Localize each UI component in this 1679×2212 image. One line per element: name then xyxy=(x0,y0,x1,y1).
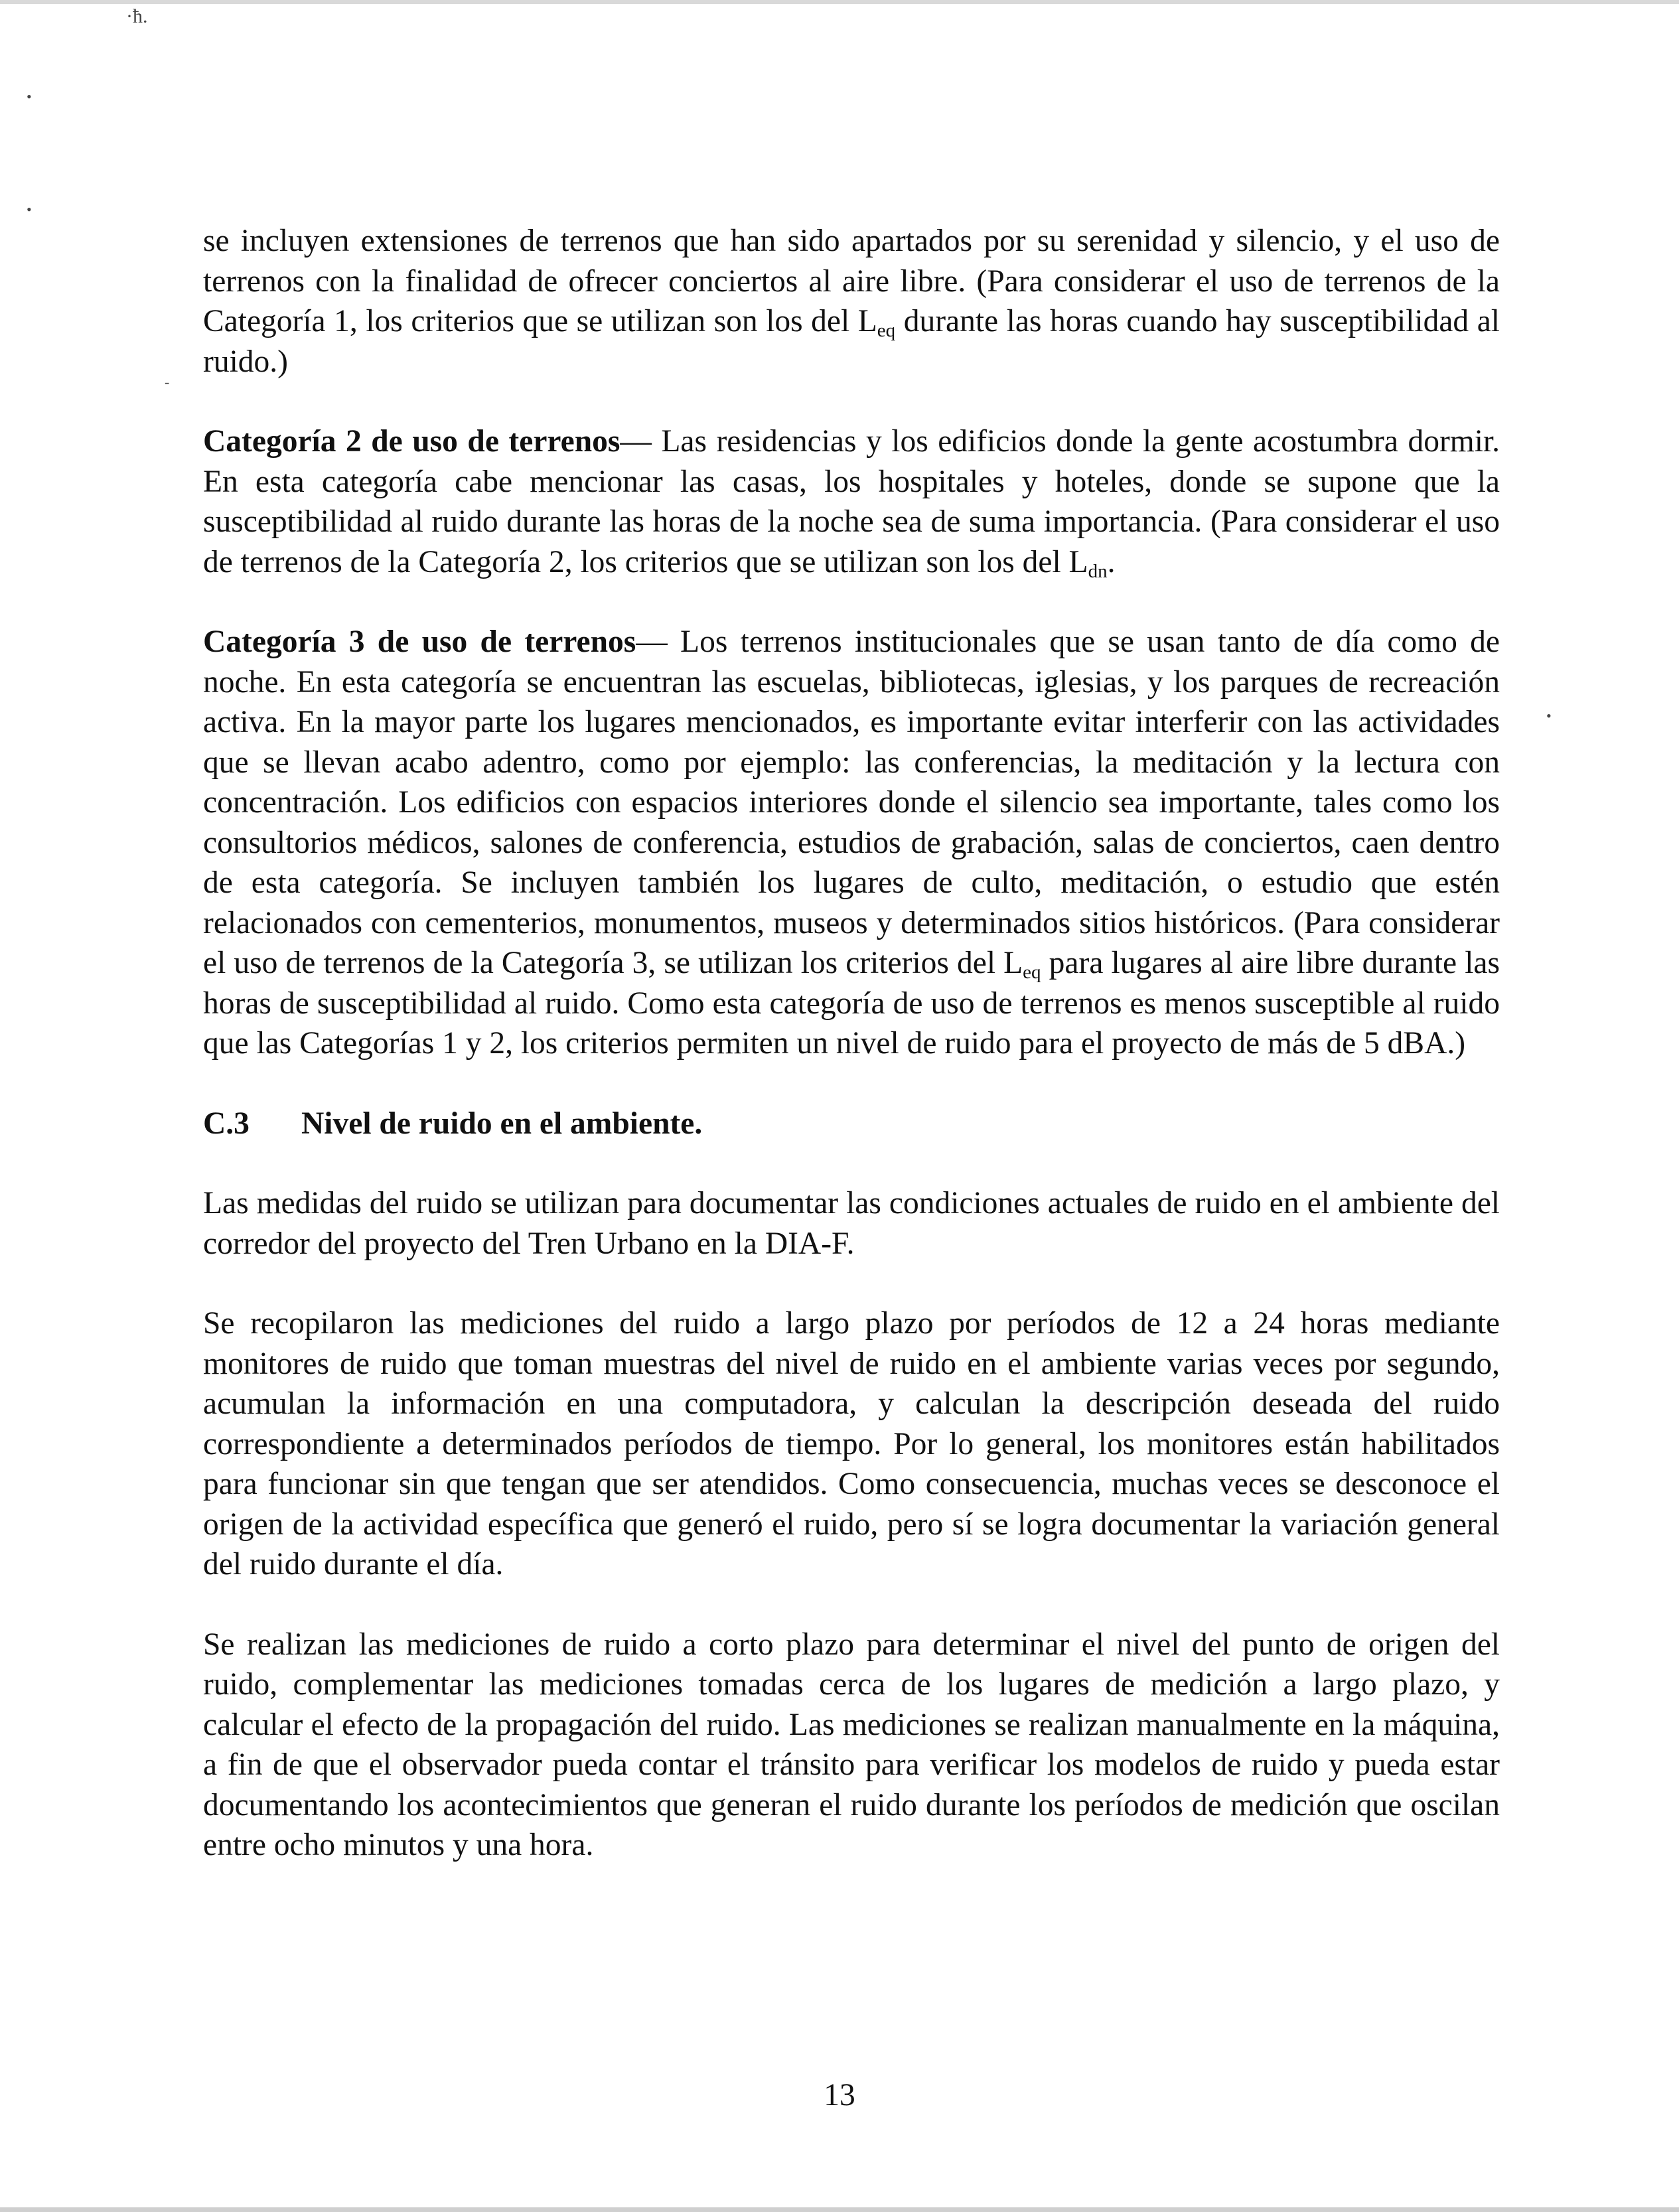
scan-bottom-edge xyxy=(0,2207,1679,2212)
run-in-heading: Categoría 2 de uso de terrenos xyxy=(203,424,620,459)
paragraph-text: para lugares al aire libre durante las horas de susceptibilidad al ruido. Como esta categoría de uso de terrenos es menos susceptible al ruido que las Categorías 1 y 2, los criterios permiten un nivel de ruido para el proyecto de más de 5 dBA.) xyxy=(203,946,1500,1061)
run-in-heading: Categoría 3 de uso de terrenos xyxy=(203,625,636,659)
paragraph-short-term-measurements: Se realizan las mediciones de ruido a corto plazo para determinar el nivel del punto de origen del ruido, complementar las mediciones tomadas cerca de los lugares de medición a largo plazo, y calcular el efecto de la propagación del ruido. Las mediciones se realizan manualmente en la máquina, a fin de que el observador pueda contar el tránsito para verificar los modelos de ruido y pueda estar documentando los acontecimientos que generan el ruido durante los períodos de medición que oscilan entre ocho minutos y una hora. xyxy=(203,1627,1500,1862)
paragraph-text: — Las residencias y los edificios donde la gente acostumbra dormir. En esta categoría cabe mencionar las casas, los hospitales y hoteles, donde se supone que la susceptibilidad al ruido durante las horas de la noche sea de suma importancia. (Para considerar el uso de terrenos de la Categoría 2, los criterios que se utilizan son los del L xyxy=(203,424,1500,579)
scan-top-edge xyxy=(0,0,1679,4)
section-number: C.3 xyxy=(203,1106,250,1141)
scan-speck: • xyxy=(1546,707,1552,724)
paragraph-text: durante las horas cuando hay susceptibilidad al ruido.) xyxy=(203,304,1500,379)
scan-speck: • xyxy=(27,88,32,105)
scan-speck: - xyxy=(165,374,170,390)
paragraph-category-2 xyxy=(203,421,1500,582)
paragraph-text: — Los terrenos institucionales que se usan tanto de día como de noche. En esta categoría se encuentran las escuelas, bibliotecas, iglesias, y los parques de recreación activa. En la mayor parte los lugares mencionados, es importante evitar interferir con las actividades que se llevan acabo adentro, como por ejemplo: las conferencias, la meditación y la lectura con concentración. Los edificios con espacios interiores donde el silencio sea importante, tales como los consultorios médicos, salones de conferencia, estudios de grabación, salas de conciertos, caen dentro de esta categoría. Se incluyen también los lugares de culto, meditación, o estudio que estén relacionados con cementerios, monumentos, museos y determinados sitios históricos. (Para considerar el uso de terrenos de la Categoría 3, se utilizan los criterios del L xyxy=(203,625,1500,980)
document-body xyxy=(203,221,1500,1905)
paragraph-text: se incluyen extensiones de terrenos que han sido apartados por su serenidad y silencio, y el uso de terrenos con la finalidad de ofrecer conciertos al aire libre. (Para considerar el uso de terrenos de la Categoría 1, los criterios que se utilizan son los del L xyxy=(203,224,1500,338)
section-title: Nivel de ruido en el ambiente. xyxy=(301,1106,703,1141)
subscript: eq xyxy=(1023,962,1041,983)
paragraph-noise-measures: Las medidas del ruido se utilizan para documentar las condiciones actuales de ruido en el ambiente del corredor del proyecto del Tren Urbano en la DIA-F. xyxy=(203,1186,1500,1261)
scan-speck: • xyxy=(27,201,32,218)
paragraph-category-1-continuation xyxy=(203,221,1500,382)
paragraph-long-term-measurements: Se recopilaron las mediciones del ruido a largo plazo por períodos de 12 a 24 horas mediante monitores de ruido que toman muestras del nivel de ruido en el ambiente varias veces por segundo, acumulan la información en una computadora, y calculan la descripción deseada del ruido correspondiente a determinados períodos de tiempo. Por lo general, los monitores están habilitados para funcionar sin que tengan que ser atendidos. Como consecuencia, muchas veces se desconoce el origen de la actividad específica que generó el ruido, pero sí se logra documentar la variación general del ruido durante el día. xyxy=(203,1306,1500,1582)
page-number: 13 xyxy=(824,2078,855,2112)
subscript: eq xyxy=(877,320,896,341)
paragraph-text: . xyxy=(1107,544,1116,579)
section-heading xyxy=(203,1104,1500,1144)
paragraph-category-3 xyxy=(203,622,1500,1064)
corner-mark: ·ħ. xyxy=(126,5,148,27)
subscript: dn xyxy=(1088,560,1108,582)
